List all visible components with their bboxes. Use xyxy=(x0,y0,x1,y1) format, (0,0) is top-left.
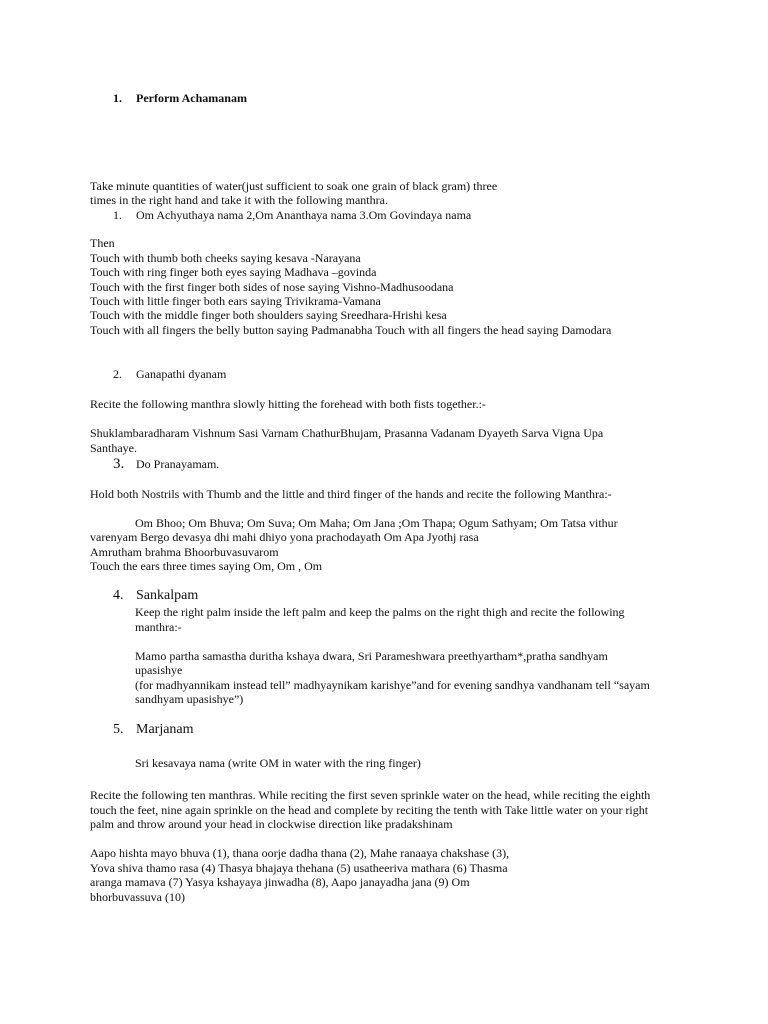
recite-ten-line-2: touch the feet, nine again sprinkle on the head and complete by reciting the tenth with Take little water on your right xyxy=(90,803,649,817)
marjanam-line: Sri kesavaya nama (write OM in water with the ring finger) xyxy=(135,756,421,770)
shuklam-line-2: Santhaye. xyxy=(90,441,137,455)
heading-5-number: 5. xyxy=(113,722,124,737)
shuklam-line-1: Shuklambaradharam Vishnum Sasi Varnam ChathurBhujam, Prasanna Vadanam Dyayeth Sarva Vigna Upa xyxy=(90,426,604,440)
aapo-line-4: bhorbuvassuva (10) xyxy=(90,890,185,904)
heading-3-title: Do Pranayamam. xyxy=(136,457,220,471)
heading-1-number: 1. xyxy=(113,91,122,105)
sankalpam-line-2: manthra:- xyxy=(135,620,182,634)
heading-3-number: 3. xyxy=(113,456,125,472)
intro-line-2: times in the right hand and take it with the following manthra. xyxy=(90,193,388,207)
heading-4-title: Sankalpam xyxy=(136,588,199,603)
list-1-text: Om Achyuthaya nama 2,Om Ananthaya nama 3.Om Govindaya nama xyxy=(136,208,472,222)
heading-1-title: Perform Achamanam xyxy=(136,91,247,105)
recite-ten-line-1: Recite the following ten manthras. While reciting the first seven sprinkle water on the head, while reciting the eighth xyxy=(90,788,651,802)
touch-line-4: Touch with little finger both ears saying Trivikrama-Vamana xyxy=(90,294,381,308)
touch-line-3: Touch with the first finger both sides of nose saying Vishno-Madhusoodana xyxy=(90,280,454,294)
heading-4-number: 4. xyxy=(113,588,124,603)
aapo-line-2: Yova shiva thamo rasa (4) Thasya bhajaya thehana (5) usatheeriva mathara (6) Thasma xyxy=(90,861,508,875)
aapo-line-3: aranga mamava (7) Yasya kshayaya jinwadha (8), Aapo janayadha jana (9) Om xyxy=(90,875,470,889)
om-bhoo-line-3: Amrutham brahma Bhoorbuvasuvarom xyxy=(90,545,279,559)
hold-nostrils-line: Hold both Nostrils with Thumb and the little and third finger of the hands and recite the following Manthra:- xyxy=(90,487,612,501)
sankalpam-line-4: upasishye xyxy=(135,663,183,677)
touch-line-5: Touch with the middle finger both shoulders saying Sreedhara-Hrishi kesa xyxy=(90,308,447,322)
aapo-line-1: Aapo hishta mayo bhuva (1), thana oorje dadha thana (2), Mahe ranaaya chakshase (3), xyxy=(90,846,510,860)
heading-2-number: 2. xyxy=(113,367,122,381)
heading-5-title: Marjanam xyxy=(136,722,194,737)
sankalpam-line-6: sandhyam upasishye”) xyxy=(135,692,244,706)
touch-line-6: Touch with all fingers the belly button saying Padmanabha Touch with all fingers the head saying Damodara xyxy=(90,323,612,337)
heading-2-title: Ganapathi dyanam xyxy=(136,367,227,381)
recite-fist-line: Recite the following manthra slowly hitting the forehead with both fists together.:- xyxy=(90,397,486,411)
list-1-number: 1. xyxy=(113,208,122,222)
sankalpam-line-1: Keep the right palm inside the left palm and keep the palms on the right thigh and recite the following xyxy=(135,605,625,619)
om-bhoo-line-2: varenyam Bergo devasya dhi mahi dhiyo yona prachodayath Om Apa Jyothj rasa xyxy=(90,530,479,544)
om-bhoo-line-1: Om Bhoo; Om Bhuva; Om Suva; Om Maha; Om Jana ;Om Thapa; Ogum Sathyam; Om Tatsa vithur xyxy=(135,516,618,530)
then-label: Then xyxy=(90,236,115,250)
touch-line-1: Touch with thumb both cheeks saying kesava -Narayana xyxy=(90,251,361,265)
sankalpam-line-5: (for madhyannikam instead tell” madhyaynikam karishye”and for evening sandhya vandhanam tell “sayam xyxy=(135,678,650,692)
recite-ten-line-3: palm and throw around your head in clockwise direction like pradakshinam xyxy=(90,817,453,831)
sankalpam-line-3: Mamo partha samastha duritha kshaya dwara, Sri Parameshwara preethyartham*,pratha sandhyam xyxy=(135,649,608,663)
om-bhoo-line-4: Touch the ears three times saying Om, Om , Om xyxy=(90,559,323,573)
intro-line-1: Take minute quantities of water(just sufficient to soak one grain of black gram) three xyxy=(90,179,498,193)
touch-line-2: Touch with ring finger both eyes saying Madhava –govinda xyxy=(90,265,377,279)
